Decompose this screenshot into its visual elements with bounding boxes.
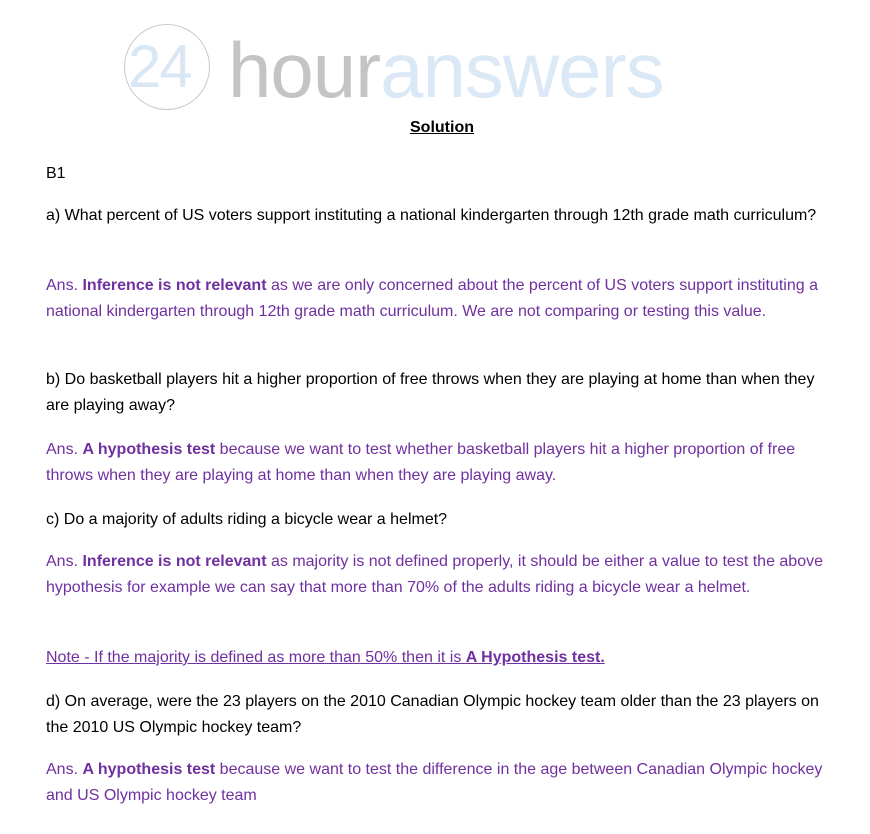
- answer-c: [46, 549, 836, 601]
- note: [46, 645, 836, 671]
- answer-c-text: as majority is not defined properly, it should be either a value to test the above hypothesis for example we can say that more than 70% of the adults riding a bicycle wear a helmet.: [46, 553, 823, 596]
- section-label: B1: [46, 165, 66, 182]
- logo: [122, 24, 722, 116]
- logo-word-hour: hour: [228, 26, 381, 114]
- answer-d-prefix: Ans.: [46, 761, 83, 778]
- answer-d-text: because we want to test the difference in the age between Canadian Olympic hockey and US Olympic hockey team: [46, 761, 823, 804]
- answer-c-prefix: Ans.: [46, 553, 83, 570]
- page-title: Solution: [410, 119, 474, 136]
- answer-d-verdict: A hypothesis test: [82, 761, 216, 778]
- note-text: Note - If the majority is defined as more than 50% then it is: [46, 649, 466, 666]
- question-a: a) What percent of US voters support instituting a national kindergarten through 12th grade math curriculum?: [46, 207, 817, 224]
- answer-b-prefix: Ans.: [46, 441, 83, 458]
- logo-word-answers: answers: [380, 26, 664, 114]
- answer-c-verdict: Inference is not relevant: [82, 553, 267, 570]
- logo-number: 24: [128, 33, 191, 100]
- answer-b-verdict: A hypothesis test: [82, 441, 216, 458]
- note-verdict: A Hypothesis test.: [465, 649, 605, 666]
- answer-d: [46, 757, 836, 809]
- answer-b: [46, 437, 836, 489]
- answer-a: [46, 273, 836, 325]
- question-c: c) Do a majority of adults riding a bicycle wear a helmet?: [46, 511, 448, 528]
- answer-a-text: as we are only concerned about the percent of US voters support instituting a national kindergarten through 12th grade math curriculum. We are not comparing or testing this value.: [46, 277, 818, 320]
- answer-a-prefix: Ans.: [46, 277, 83, 294]
- answer-a-verdict: Inference is not relevant: [82, 277, 267, 294]
- question-d: d) On average, were the 23 players on the 2010 Canadian Olympic hockey team older than the 23 players on the 2010 US Olympic hockey team?: [46, 693, 819, 736]
- logo-wordmark: [228, 28, 664, 112]
- answer-b-text: because we want to test whether basketball players hit a higher proportion of free throws when they are playing at home than when they are playing away.: [46, 441, 796, 484]
- question-b: b) Do basketball players hit a higher proportion of free throws when they are playing at home than when they are playing away?: [46, 371, 815, 414]
